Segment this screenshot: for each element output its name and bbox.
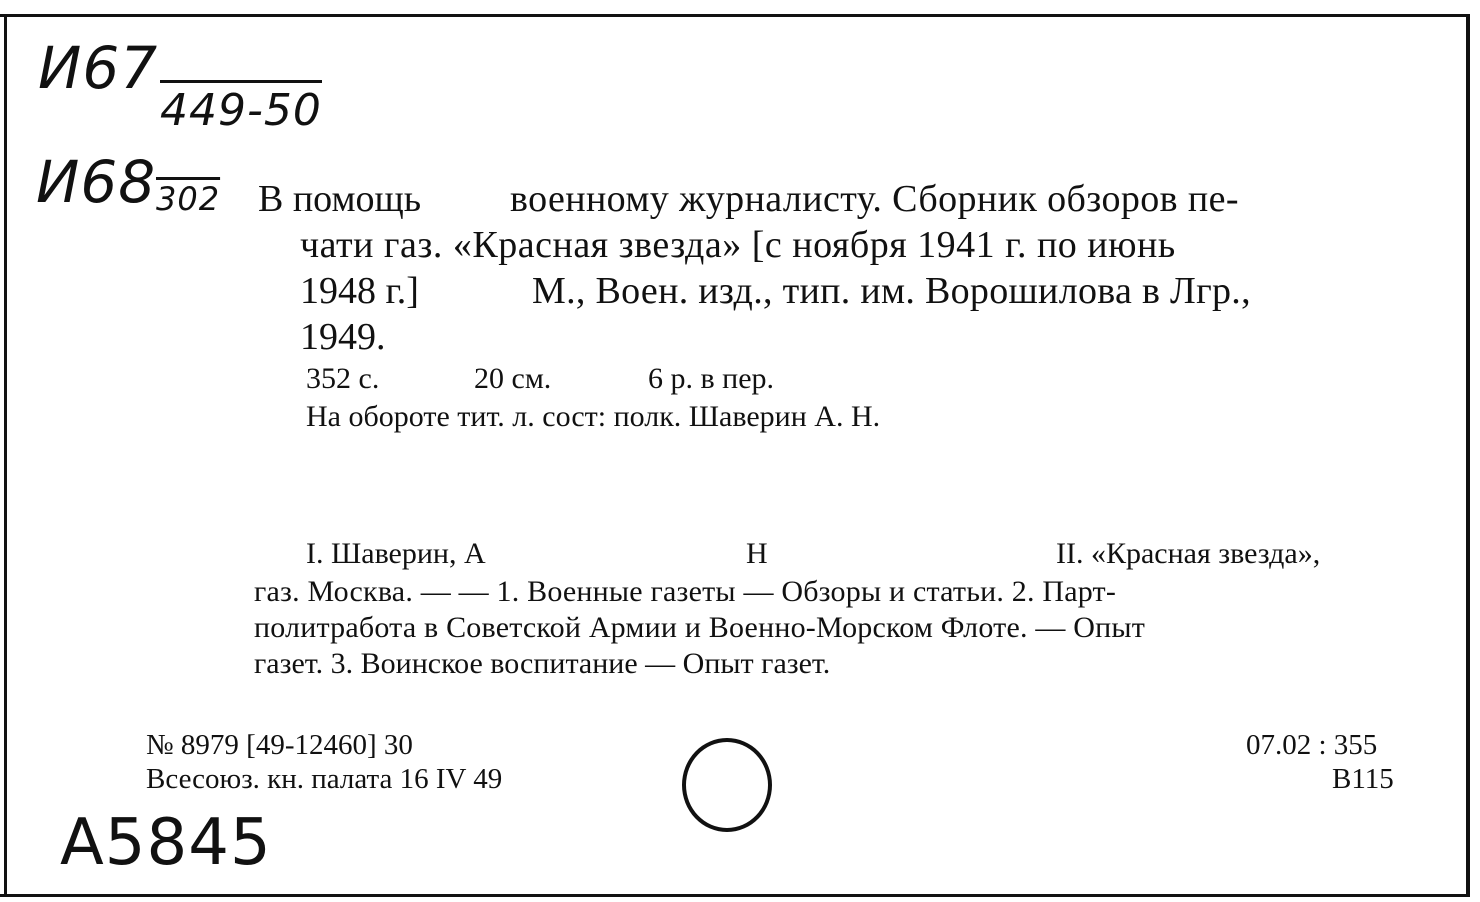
subject-line-3: политработа в Советской Армии и Военно-Морском Флоте. — Опыт <box>254 611 1146 644</box>
handwritten-code-2: И68 <box>36 148 157 216</box>
footer-code: В115 <box>1332 763 1394 795</box>
hand-drawn-circle <box>682 738 772 832</box>
entry-title-line-3a: 1948 г.] <box>300 270 419 312</box>
entry-title-line-1: военному журналисту. Сборник обзоров пе- <box>510 178 1239 220</box>
subject-line-1c: II. «Красная звезда», <box>1056 537 1321 570</box>
subject-line-2: газ. Москва. — — 1. Военные газеты — Обзоры и статьи. 2. Парт- <box>254 575 1117 608</box>
entry-note: На обороте тит. л. сост: полк. Шаверин А. Н. <box>306 400 881 433</box>
handwritten-code-2-sub: 302 <box>156 180 221 218</box>
footer-record-number: № 8979 [49-12460] 30 <box>146 729 413 761</box>
entry-imprint: М., Воен. изд., тип. им. Ворошилова в Лгр., <box>532 270 1251 312</box>
subject-line-4: газет. 3. Воинское воспитание — Опыт газет. <box>254 647 831 680</box>
entry-pages: 352 с. <box>306 362 380 395</box>
footer-classification: 07.02 : 355 <box>1246 729 1378 761</box>
footer-book-chamber: Всесоюз. кн. палата 16 IV 49 <box>146 763 503 795</box>
card-border-top <box>0 14 1468 17</box>
card-border-left <box>4 14 7 896</box>
entry-price: 6 р. в пер. <box>648 362 775 395</box>
subject-line-1b: Н <box>746 537 768 570</box>
entry-title-line-2: чати газ. «Красная звезда» [с ноября 1941 г. по июнь <box>300 224 1176 266</box>
entry-year: 1949. <box>300 316 386 358</box>
handwritten-code-1: И67 <box>38 34 159 102</box>
card-border-bottom <box>0 894 1470 897</box>
entry-size: 20 см. <box>474 362 552 395</box>
subject-line-1a: I. Шаверин, А <box>306 537 486 570</box>
handwritten-bottom-code: А5845 <box>60 806 272 880</box>
handwritten-code-1-sub: 449-50 <box>160 80 322 136</box>
card-border-right <box>1466 14 1470 896</box>
entry-lead-word: В помощь <box>258 178 422 220</box>
